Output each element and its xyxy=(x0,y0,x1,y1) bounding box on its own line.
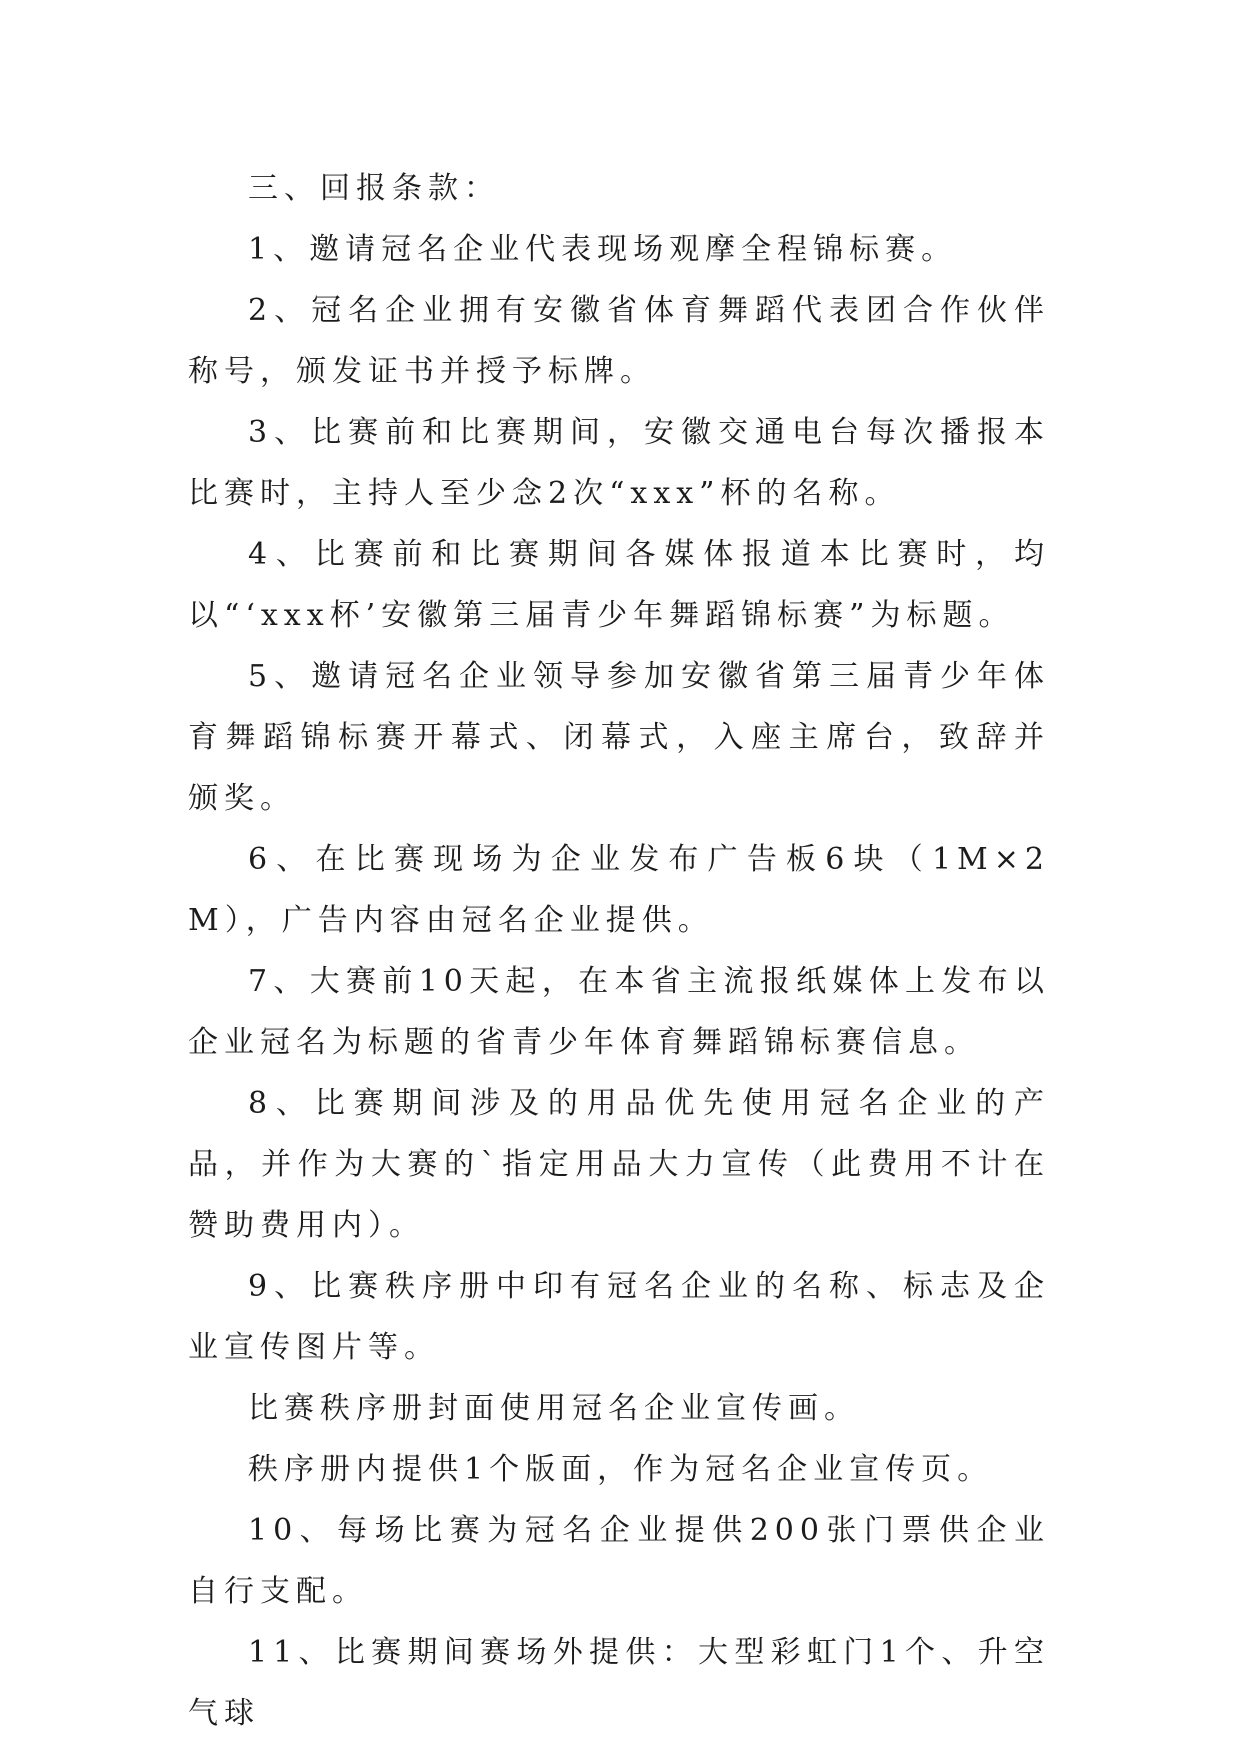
clause-2: 2、冠名企业拥有安徽省体育舞蹈代表团合作伙伴称号，颁发证书并授予标牌。 xyxy=(188,293,1050,389)
document-body xyxy=(188,158,1050,1744)
clause-10: 10、每场比赛为冠名企业提供200张门票供企业自行支配。 xyxy=(188,1513,1050,1609)
clause-1: 1、邀请冠名企业代表现场观摩全程锦标赛。 xyxy=(248,232,958,267)
clause-9-detail-page: 秩序册内提供1个版面，作为冠名企业宣传页。 xyxy=(248,1452,994,1487)
clause-5: 5、邀请冠名企业领导参加安徽省第三届青少年体育舞蹈锦标赛开幕式、闭幕式，入座主席台，致辞并颁奖。 xyxy=(188,659,1050,816)
clause-9: 9、比赛秩序册中印有冠名企业的名称、标志及企业宣传图片等。 xyxy=(188,1269,1050,1365)
clause-4: 4、比赛前和比赛期间各媒体报道本比赛时，均以“‘xxx杯’安徽第三届青少年舞蹈锦标赛”为标题。 xyxy=(188,537,1050,633)
section-heading: 三、回报条款： xyxy=(248,171,500,206)
clause-8: 8、比赛期间涉及的用品优先使用冠名企业的产品，并作为大赛的`指定用品大力宣传（此费用不计在赞助费用内）。 xyxy=(188,1086,1050,1243)
clause-7: 7、大赛前10天起，在本省主流报纸媒体上发布以企业冠名为标题的省青少年体育舞蹈锦标赛信息。 xyxy=(188,964,1050,1060)
clause-9-detail-cover: 比赛秩序册封面使用冠名企业宣传画。 xyxy=(248,1391,860,1426)
clause-6: 6、在比赛现场为企业发布广告板6块（1M×2M），广告内容由冠名企业提供。 xyxy=(188,842,1050,938)
clause-11: 11、比赛期间赛场外提供：大型彩虹门1个、升空气球 xyxy=(188,1635,1050,1731)
clause-3: 3、比赛前和比赛期间，安徽交通电台每次播报本比赛时，主持人至少念2次“xxx”杯的名称。 xyxy=(188,415,1050,511)
